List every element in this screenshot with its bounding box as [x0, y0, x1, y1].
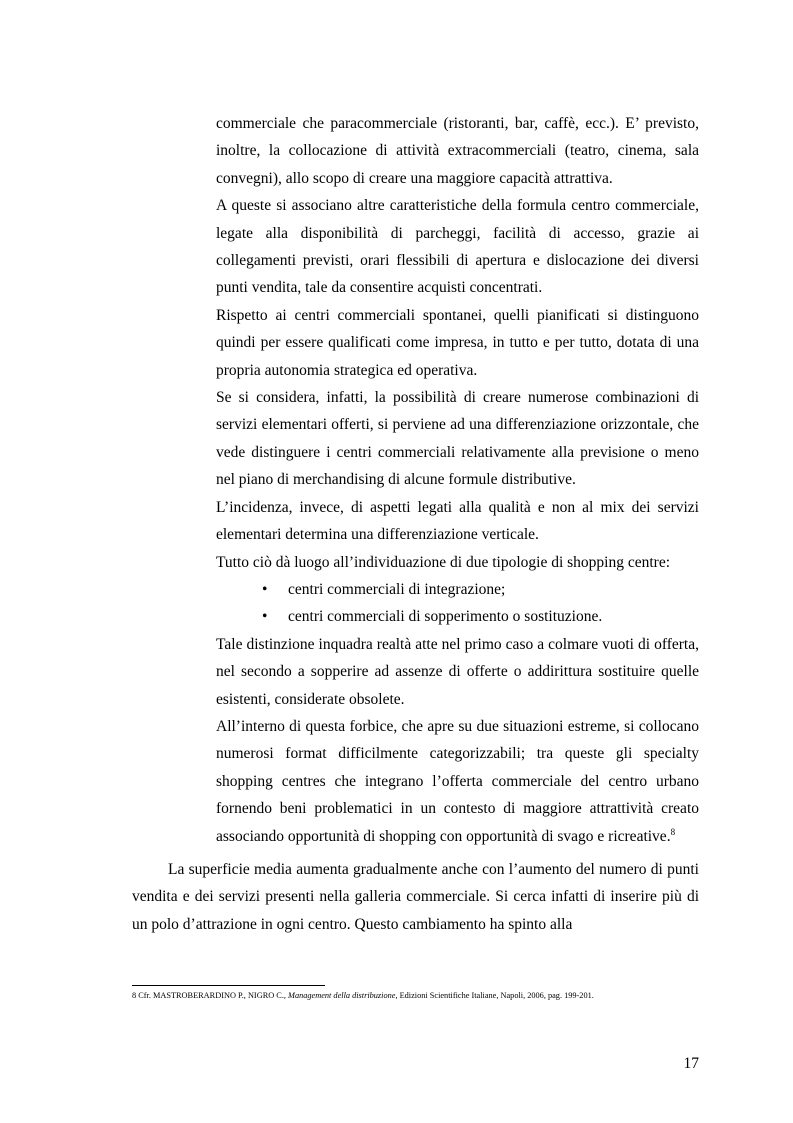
footnote-title: Management della distribuzione	[288, 991, 396, 1000]
paragraph-horizontal-differentiation: Se si considera, infatti, la possibilità di creare numerose combinazioni di servizi elementari offerti, si perviene ad una differenziazione orizzontale, che vede distinguere i centri commerciali relativamente alla previsione o meno nel piano di merchandising di alcune formule distributive.	[216, 389, 699, 489]
footnote	[132, 990, 732, 1001]
list-item-text: centri commerciali di sopperimento o sostituzione.	[288, 608, 603, 626]
list-item-text: centri commerciali di integrazione;	[288, 580, 506, 598]
paragraph-specialty-centres	[216, 713, 699, 850]
paragraph-characteristics: A queste si associano altre caratteristiche della formula centro commerciale, legate alla disponibilità di parcheggi, facilità di accesso, grazie ai collegamenti previsti, orari flessibili di apertura e dislocazione dei diversi punti vendita, tale da consentire acquisti concentrati.	[216, 197, 699, 297]
page-number: 17	[683, 1055, 699, 1072]
paragraph-vertical-differentiation: L’incidenza, invece, di aspetti legati alla qualità e non al mix dei servizi elementari determina una differenziazione verticale.	[216, 498, 699, 544]
paragraph-specialty-centres-text: All’interno di questa forbice, che apre su due situazioni estreme, si collocano numerosi format difficilmente categorizzabili; tra queste gli specialty shopping centres che integrano l’offerta commerciale del centro urbano fornendo beni problematici in un contesto di maggiore attrattività creato associando opportunità di shopping con opportunità di svago e ricreative.	[216, 717, 699, 845]
paragraph-average-surface: La superficie media aumenta gradualmente anche con l’aumento del numero di punti vendita e dei servizi presenti nella galleria commerciale. Si cerca infatti di inserire più di un polo d’attrazione in ogni centro. Questo cambiamento ha spinto alla	[132, 861, 699, 933]
indented-text-block	[216, 110, 699, 850]
paragraph-planned-centres: Rispetto ai centri commerciali spontanei, quelli pianificati si distinguono quindi per essere qualificati come impresa, in tutto e per tutto, dotata di una propria autonomia strategica ed operativa.	[216, 306, 699, 379]
footnote-reference: 8	[670, 826, 676, 837]
footnote-suffix: , Edizioni Scientifiche Italiane, Napoli, 2006, pag. 199-201.	[395, 991, 594, 1000]
paragraph-distinction: Tale distinzione inquadra realtà atte nel primo caso a colmare vuoti di offerta, nel secondo a sopperire ad assenze di offerte o addirittura sostituire quelle esistenti, considerate obsolete.	[216, 635, 699, 708]
list-item	[216, 603, 699, 630]
footnote-divider	[132, 985, 325, 986]
paragraph-continuation: commerciale che paracommerciale (ristoranti, bar, caffè, ecc.). E’ previsto, inoltre, la collocazione di attività extracommerciali (teatro, cinema, sala convegni), allo scopo di creare una maggiore capacità attrattiva.	[216, 115, 699, 187]
paragraph-typologies-intro: Tutto ciò dà luogo all’individuazione di due tipologie di shopping centre:	[216, 553, 671, 571]
list-item	[216, 576, 699, 603]
footnote-prefix: 8 Cfr. MASTROBERARDINO P., NIGRO C.,	[132, 991, 289, 1000]
bullet-icon: •	[262, 580, 268, 598]
bullet-icon: •	[262, 608, 268, 626]
main-text-block	[132, 856, 699, 938]
typology-list	[216, 576, 699, 631]
